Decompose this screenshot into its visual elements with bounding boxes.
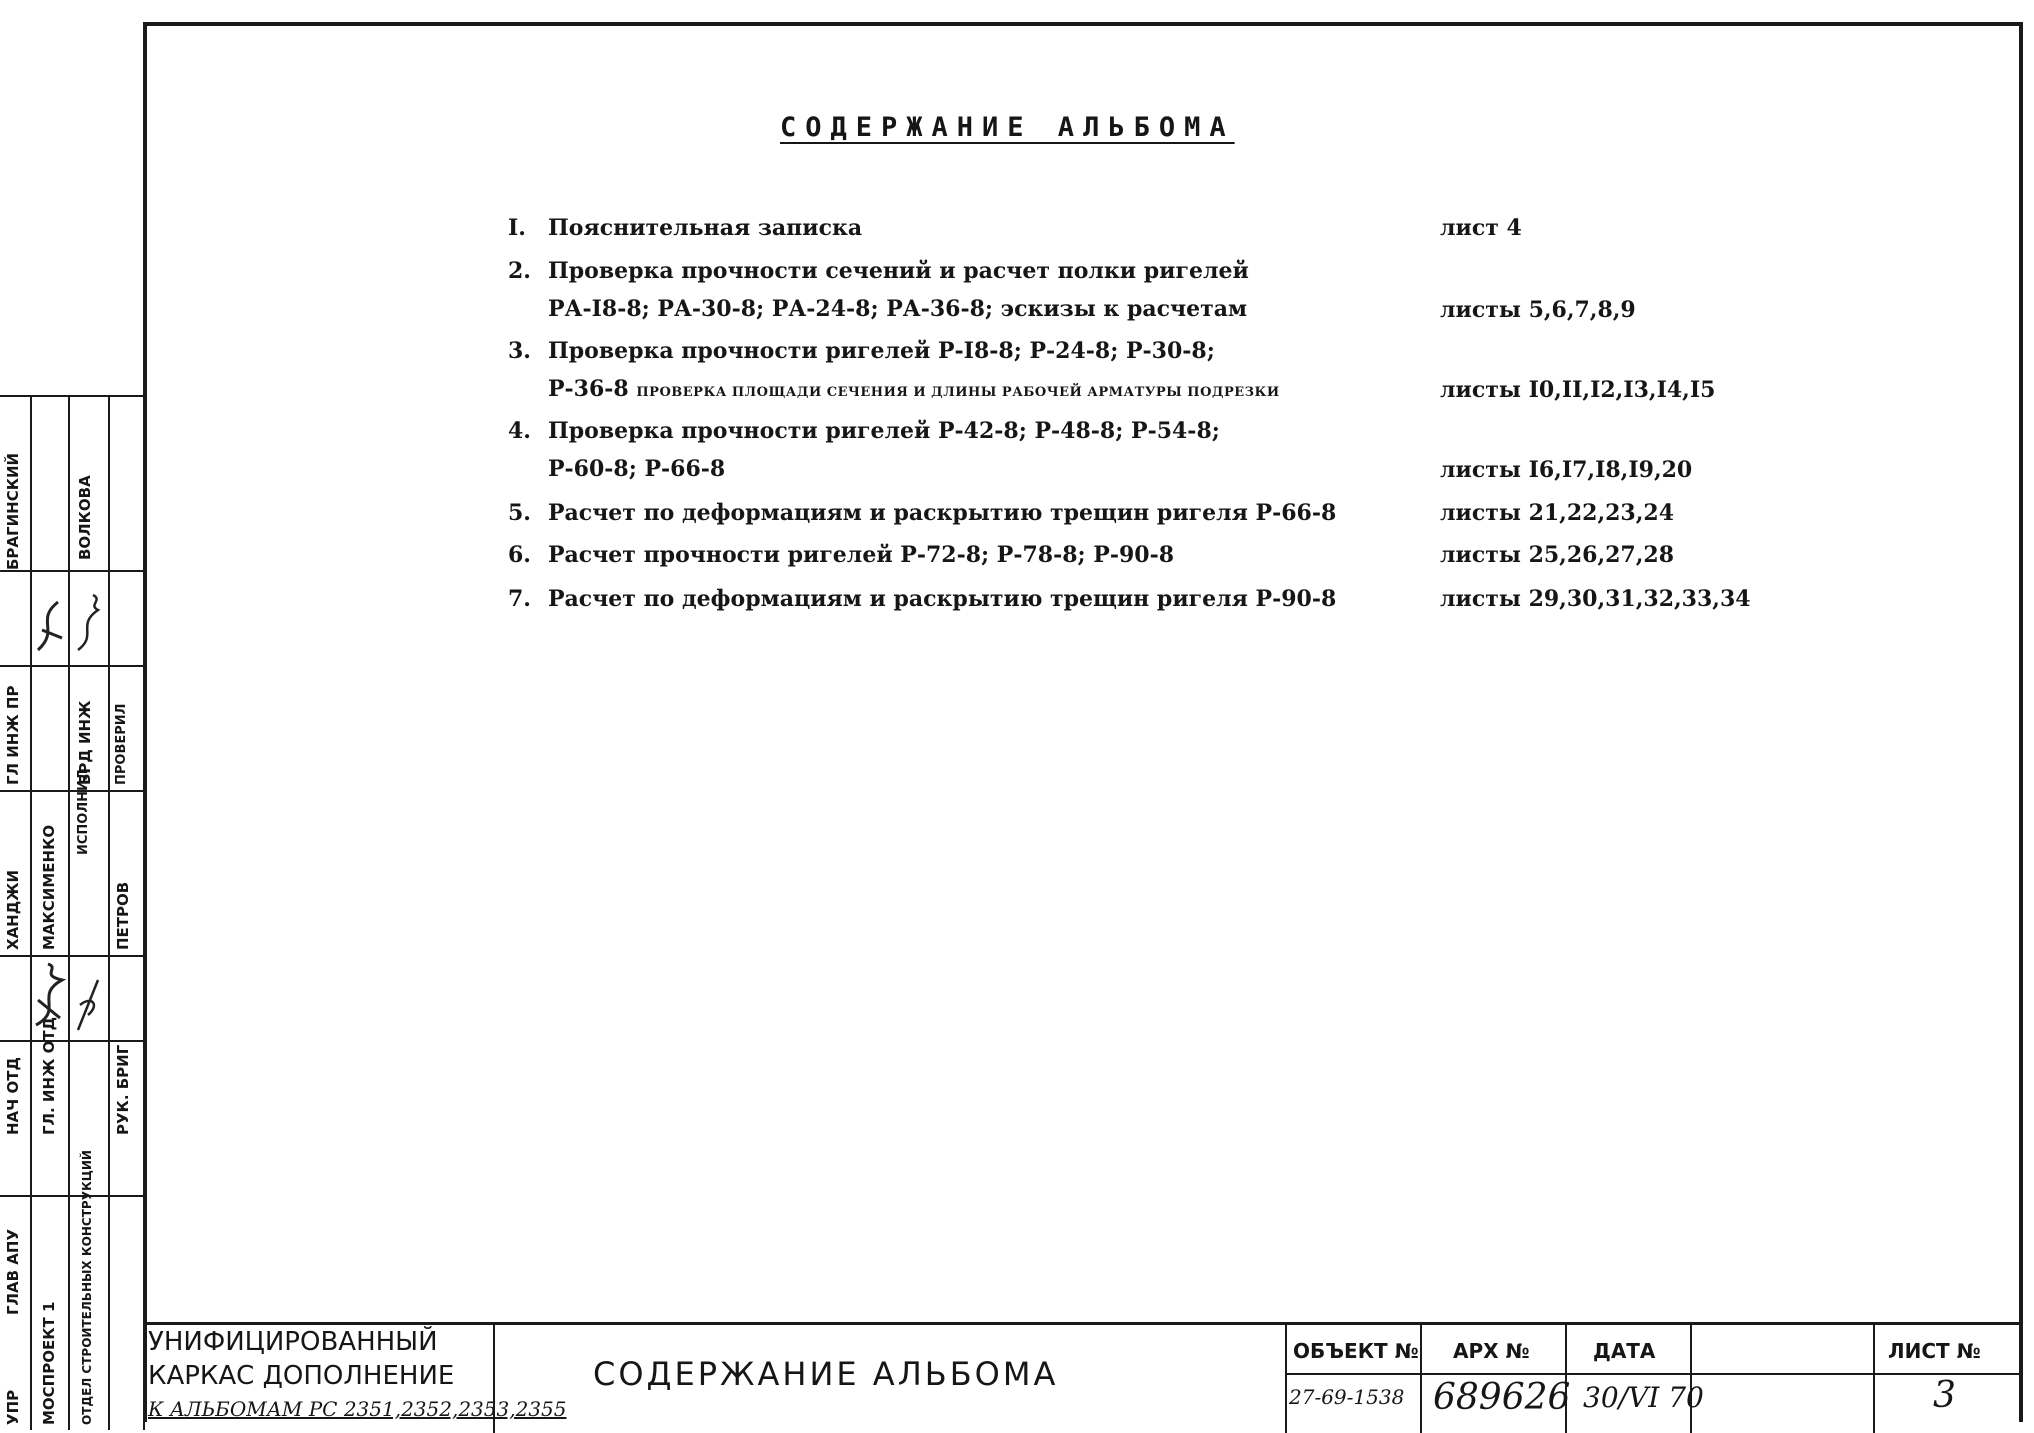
signature-2: [68, 590, 108, 660]
sheet-title: СОДЕРЖАНИЕ АЛЬБОМА: [593, 1355, 1059, 1393]
object-label: ОБЪЕКТ №: [1293, 1339, 1419, 1363]
toc-num: 7.: [508, 586, 531, 612]
toc-item-5: [508, 500, 1336, 526]
toc-sheets-1: лист 4: [1440, 215, 1522, 241]
toc-code: Р-36-8: [548, 376, 629, 402]
album-series-line3: К АЛЬБОМАМ РС 2351,2352,2353,2355: [148, 1397, 567, 1421]
stamp-col2-r2: БРД ИНЖ: [76, 700, 94, 785]
toc-note: ПРОВЕРКА ПЛОЩАДИ СЕЧЕНИЯ И ДЛИНЫ РАБОЧЕЙ АРМАТУРЫ ПОДРЕЗКИ: [636, 385, 1280, 400]
signature-3: [30, 960, 68, 1035]
page-title: СОДЕРЖАНИЕ АЛЬБОМА: [780, 112, 1235, 143]
stamp-col3-r6: ИСПОЛНИЛ: [76, 769, 91, 855]
toc-num: I.: [508, 215, 526, 241]
sheet-number: 3: [1933, 1375, 1956, 1416]
toc-sheets-4: листы I6,I7,I8,I9,20: [1440, 457, 1693, 483]
stamp-col3-r4: РУК. БРИГ: [114, 1044, 132, 1135]
toc-text: Расчет по деформациям и раскрытию трещин ригеля Р-90-8: [548, 586, 1337, 612]
stamp-col3-r7: ПРОВЕРИЛ: [114, 703, 129, 785]
stamp-col1-r4: НАЧ ОТД: [4, 1057, 22, 1135]
object-value: 27-69-1538: [1289, 1385, 1405, 1409]
toc-num: 2.: [508, 258, 531, 284]
toc-num: 5.: [508, 500, 531, 526]
stamp-col2-r3: МАКСИМЕНКО: [40, 824, 58, 950]
toc-item-4: [508, 418, 1220, 482]
stamp-col1-r2: ГЛ ИНЖ ПР: [4, 685, 22, 785]
toc-item-3: [508, 338, 1280, 402]
stamp-col1-r3: ХАНДЖИ: [4, 869, 22, 950]
signature-1: [30, 590, 68, 660]
toc-sheets-7: листы 29,30,31,32,33,34: [1440, 586, 1751, 612]
toc-num: 3.: [508, 338, 531, 364]
date-value: 30/VI 70: [1583, 1381, 1704, 1414]
stamp-col1-r1: БРАГИНСКИЙ: [4, 452, 22, 570]
toc-sheets-6: листы 25,26,27,28: [1440, 542, 1675, 568]
archive-value: 689626: [1433, 1377, 1571, 1418]
left-stamp: [0, 395, 145, 1430]
toc-num: 6.: [508, 542, 531, 568]
toc-sheets-5: листы 21,22,23,24: [1440, 500, 1675, 526]
toc-text: Проверка прочности ригелей Р-I8-8; Р-24-8; Р-30-8;: [548, 338, 1215, 364]
toc-sheets-3: листы I0,II,I2,I3,I4,I5: [1440, 377, 1716, 403]
stamp-col1-r5: ГЛАВ АПУ: [4, 1228, 22, 1315]
toc-item-2: [508, 258, 1249, 322]
stamp-col2-r4: ГЛ. ИНЖ ОТД: [40, 1017, 58, 1135]
toc-text: Проверка прочности ригелей Р-42-8; Р-48-8; Р-54-8;: [548, 418, 1220, 444]
toc-text-line2: РА-I8-8; РА-30-8; РА-24-8; РА-36-8; эскизы к расчетам: [548, 296, 1248, 322]
drawing-frame: [143, 22, 2023, 1422]
toc-text: Расчет по деформациям и раскрытию трещин ригеля Р-66-8: [548, 500, 1337, 526]
stamp-col2-r5: МОСПРОЕКТ 1: [40, 1301, 58, 1425]
toc-text: Расчет прочности ригелей Р-72-8; Р-78-8; Р-90-8: [548, 542, 1175, 568]
album-series-line1: УНИФИЦИРОВАННЫЙ: [148, 1327, 438, 1357]
stamp-col2-r1: ВОЛКОВА: [76, 475, 94, 560]
toc-text-line2: [548, 376, 1280, 402]
toc-text: Проверка прочности сечений и расчет полки ригелей: [548, 258, 1249, 284]
toc-num: 4.: [508, 418, 531, 444]
toc-sheets-2: листы 5,6,7,8,9: [1440, 297, 1636, 323]
toc-item-7: [508, 586, 1336, 612]
toc-text-line2: Р-60-8; Р-66-8: [548, 456, 726, 482]
toc-item-6: [508, 542, 1174, 568]
toc-text: Пояснительная записка: [548, 215, 863, 241]
archive-label: АРХ №: [1453, 1339, 1530, 1363]
date-label: ДАТА: [1593, 1339, 1656, 1363]
toc-item-1: [508, 215, 862, 241]
sheet-label: ЛИСТ №: [1888, 1339, 1981, 1363]
stamp-col3-r3: ПЕТРОВ: [114, 881, 132, 950]
album-series-line2: КАРКАС ДОПОЛНЕНИЕ: [148, 1361, 455, 1391]
title-block: [143, 1322, 2023, 1433]
signature-4: [68, 960, 108, 1035]
stamp-col1-prefix: УПР: [4, 1389, 22, 1425]
stamp-col3-r5: ОТДЕЛ СТРОИТЕЛЬНЫХ КОНСТРУКЦИЙ: [80, 1150, 94, 1425]
